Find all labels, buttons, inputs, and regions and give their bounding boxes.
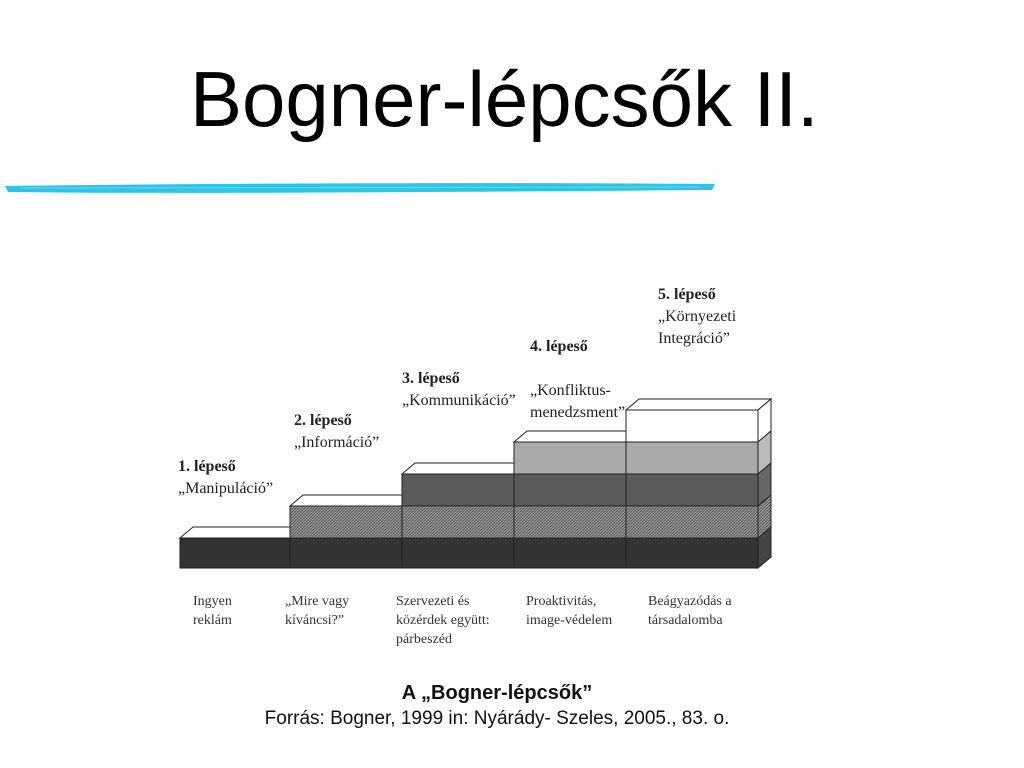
step-1-name: „Manipuláció” xyxy=(178,480,274,497)
step-4-block xyxy=(514,431,639,568)
step-3-block xyxy=(402,463,527,568)
step-2-block xyxy=(290,495,415,568)
diagram-caption-title: A „Bogner-lépcsők” xyxy=(401,682,593,704)
step-4-name: „Konfliktus- menedzsment” xyxy=(530,382,626,421)
step-2-description: „Mire vagy kíváncsi?” xyxy=(285,594,350,628)
step-1-block xyxy=(180,527,303,568)
step-1-heading: 1. lépeső xyxy=(178,458,236,475)
step-1-label xyxy=(178,456,273,500)
step-1-description: Ingyen reklám xyxy=(193,594,232,628)
diagram-caption-source: Forrás: Bogner, 1999 in: Nyárády- Szeles, 2005., 83. o. xyxy=(264,708,730,729)
step-2-heading: 2. lépeső xyxy=(294,412,352,429)
step-5-heading: 5. lépeső xyxy=(658,286,716,303)
step-5-block xyxy=(626,399,771,568)
step-5-name: „Környezeti Integráció” xyxy=(658,308,737,347)
step-3-name: „Kommunikáció” xyxy=(402,392,516,409)
step-5-label xyxy=(658,284,736,350)
step-3-description: Szervezeti és közérdek együtt: párbeszéd xyxy=(396,594,490,647)
step-5-description: Beágyazódás a társadalomba xyxy=(648,594,732,628)
step-4-description: Proaktivitás, image-védelem xyxy=(526,594,613,628)
step-4-label xyxy=(530,314,625,446)
step-4-heading: 4. lépeső xyxy=(530,338,588,355)
step-3-heading: 3. lépeső xyxy=(402,370,460,387)
step-3-label xyxy=(402,368,516,412)
step-2-name: „Információ” xyxy=(294,434,380,451)
slide-title: Bogner-lépcsők II. xyxy=(190,55,819,143)
step-2-label xyxy=(294,410,379,454)
